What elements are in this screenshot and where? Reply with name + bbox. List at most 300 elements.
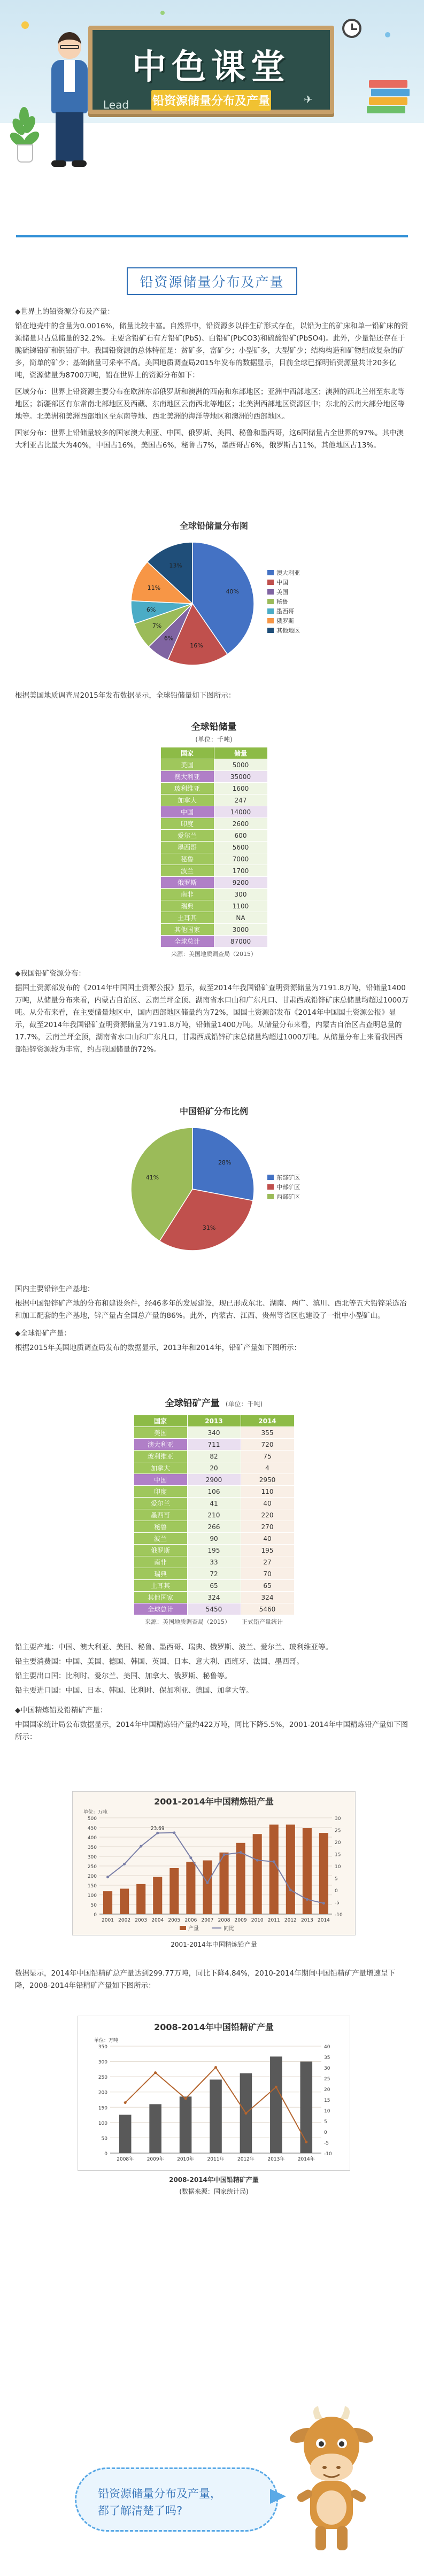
line-point — [273, 1860, 275, 1863]
bar — [149, 2104, 161, 2153]
table-cell: 印度 — [160, 818, 214, 830]
table-cell: 65 — [187, 1580, 241, 1592]
bubble-tail — [270, 2489, 286, 2504]
bar — [153, 1877, 162, 1914]
y-tick-label: 150 — [87, 1884, 97, 1889]
global-output-paragraph: 根据2015年美国地质调查局发布的数据显示，2013年和2014年，铅矿产量如下图所示： — [15, 1344, 302, 1352]
x-tick-label: 2011 — [267, 1918, 280, 1923]
line-point — [256, 1859, 259, 1862]
table-cell: 南非 — [134, 1556, 187, 1568]
legend-label: 同比 — [223, 1926, 234, 1932]
x-tick-label: 2014年 — [297, 2157, 315, 2162]
table-cell: 9200 — [214, 877, 267, 889]
line-point — [124, 2101, 127, 2104]
line-point — [173, 1831, 175, 1834]
base-paragraph: 根据中国铅锌矿产地的分布和建设条件，经46多年的发展建设，现已形成东北、湖南、两广、滇川、西北等五大铅锌采选冶和加工配套的生产基地，锌产量占全国总产量的86%。此外，内蒙古、江西、贵州等省区也建设了一批中小型矿山。 — [15, 1299, 407, 1320]
y-tick-label: 350 — [87, 1845, 97, 1850]
table-row — [160, 771, 267, 783]
table-cell: 72 — [187, 1568, 241, 1580]
x-tick-label: 2007 — [201, 1918, 214, 1923]
table-cell: 720 — [241, 1439, 294, 1451]
legend-swatch — [267, 589, 274, 595]
x-tick-label: 2008年 — [117, 2157, 134, 2162]
legend-swatch — [267, 1194, 274, 1199]
clock-icon — [342, 19, 361, 38]
concentrate-text — [15, 1968, 409, 1994]
refined-paragraph: 中国国家统计局公布数据显示，2014年中国精炼铅产量约422万吨，同比下降5.5%，2001-2014年中国精炼铅产量如下图所示： — [15, 1721, 408, 1741]
y2-tick-label: 5 — [324, 2119, 327, 2125]
table-cell: 中国 — [160, 806, 214, 818]
table-cell: 波兰 — [160, 865, 214, 877]
x-tick-label: 2005 — [168, 1918, 181, 1923]
y-tick-label: 50 — [90, 1903, 97, 1908]
x-tick-label: 2002 — [118, 1918, 131, 1923]
legend-swatch — [267, 570, 274, 575]
bar — [169, 1868, 179, 1914]
table-row — [160, 759, 267, 771]
china-base-text — [15, 1283, 409, 1356]
bar — [270, 2056, 282, 2153]
y2-tick-label: 30 — [324, 2066, 330, 2071]
region-paragraph: 区域分布：世界上铅资源主要分布在欧洲东部俄罗斯和澳洲的西南和东部地区；亚洲中西部地区；澳洲的西北兰州至东北等地区；新疆部区有东常南北部地区及西藏、东南地区云南西北等地区；北美洲西部地区资源区中；东北的云南大部分地区等地等。北美洲和美洲西部地区至东南等地、西北美洲的海洋等地区和澳洲的西部地区。 — [15, 388, 405, 421]
y2-tick-label: 25 — [324, 2077, 330, 2082]
y2-tick-label: 10 — [335, 1864, 341, 1870]
y-axis-label: 单位：万吨 — [83, 1810, 108, 1815]
y2-tick-label: 30 — [335, 1816, 341, 1822]
line-point — [244, 2112, 247, 2115]
china-heading: ◆我国铅矿资源分布： — [15, 969, 86, 978]
table-row — [160, 912, 267, 924]
y2-tick-label: 20 — [324, 2087, 330, 2093]
y-tick-label: 0 — [104, 2151, 107, 2157]
table-row — [160, 842, 267, 853]
table-row — [134, 1462, 294, 1474]
bar — [210, 2080, 222, 2153]
table-note: 来源：美国地质调查局（2015） — [171, 951, 257, 958]
table-cell: 其他国家 — [160, 924, 214, 936]
books-icon — [369, 80, 412, 123]
line-point — [305, 2141, 307, 2143]
y-tick-label: 200 — [98, 2090, 107, 2096]
table-row — [134, 1556, 294, 1568]
y-tick-label: 200 — [87, 1874, 97, 1879]
table-cell: 324 — [241, 1592, 294, 1603]
producers-text — [15, 1641, 409, 1746]
y-tick-label: 500 — [87, 1816, 97, 1822]
pie-slice-label: 31% — [202, 1224, 216, 1231]
legend-label: 墨西哥 — [276, 608, 294, 615]
teacher-illustration — [48, 32, 91, 168]
consumers-line: 铅主要消费国：中国、美国、德国、韩国、英国、日本、意大利、西班牙、法国、墨西哥。 — [15, 1657, 304, 1666]
table-row — [134, 1498, 294, 1509]
legend-swatch — [267, 608, 274, 614]
x-tick-label: 2012年 — [237, 2157, 255, 2162]
y2-tick-label: 15 — [324, 2098, 330, 2103]
reserve-table — [160, 747, 268, 947]
y2-tick-label: 10 — [324, 2109, 330, 2114]
table-row — [160, 936, 267, 947]
table-cell: 其他国家 — [134, 1592, 187, 1603]
line-point — [214, 2066, 217, 2069]
table-row — [134, 1474, 294, 1486]
table-row — [160, 818, 267, 830]
table-cell: 35000 — [214, 771, 267, 783]
table-cell: 600 — [214, 830, 267, 842]
pie-slice-label: 41% — [145, 1174, 159, 1182]
decoration-dot — [385, 32, 390, 37]
decoration-dot — [160, 11, 165, 15]
table-cell: 270 — [241, 1521, 294, 1533]
combo-chart-svg — [78, 2033, 351, 2169]
x-tick-label: 2013年 — [267, 2157, 285, 2162]
refined-lead-chart — [72, 1791, 356, 1935]
pie-svg — [112, 531, 315, 676]
line-point — [275, 2086, 277, 2088]
bar — [103, 1891, 112, 1914]
reserve-table-block — [123, 719, 305, 958]
table-note — [102, 1617, 326, 1626]
paper-plane-icon: ✈ — [304, 93, 313, 106]
pie-slice-label: 16% — [190, 642, 203, 649]
china-distribution-pie-chart — [112, 1101, 315, 1262]
table-cell: 秘鲁 — [160, 853, 214, 865]
intro-text — [15, 306, 409, 454]
point-label: 23.69 — [150, 1826, 165, 1832]
table-cell: 324 — [187, 1592, 241, 1603]
table-cell: 70 — [241, 1568, 294, 1580]
table-cell: 美国 — [160, 759, 214, 771]
table-cell: 5000 — [214, 759, 267, 771]
y2-tick-label: 0 — [324, 2130, 327, 2135]
pie-slice-label: 6% — [164, 635, 174, 642]
x-tick-label: 2004 — [151, 1918, 164, 1923]
output-table — [134, 1415, 295, 1615]
combo-chart-svg — [73, 1807, 356, 1935]
x-tick-label: 2006 — [184, 1918, 197, 1923]
chart-caption: 2001-2014年中国精炼铅产量 — [171, 1941, 257, 1948]
table-cell: 40 — [241, 1498, 294, 1509]
table-row — [134, 1451, 294, 1462]
x-tick-label: 2011年 — [207, 2157, 225, 2162]
table-row — [134, 1568, 294, 1580]
table-row — [160, 830, 267, 842]
bar — [203, 1861, 212, 1914]
chart-title: 全球铅储量分布图 — [179, 521, 248, 531]
chart-title: 2008-2014年中国铅精矿产量 — [154, 2022, 274, 2032]
table-cell: 澳大利亚 — [160, 771, 214, 783]
importers-line: 铅主要进口国：中国、日本、韩国、比利时、保加利亚、德国、加拿大等。 — [15, 1686, 253, 1695]
pie-slice-label: 13% — [169, 562, 182, 569]
y2-tick-label: 40 — [324, 2045, 330, 2050]
bar — [119, 2115, 132, 2153]
table-row — [134, 1509, 294, 1521]
base-heading: 国内主要铅锌生产基地： — [15, 1285, 95, 1293]
concentrate-chart — [78, 2016, 350, 2171]
line-point — [306, 1898, 309, 1901]
country-paragraph: 国家分布：世界上铅储量较多的国家澳大利亚、中国、俄罗斯、美国、秘鲁和墨西哥，这6国储量占全世界的97%。其中澳大利亚占比最大为40%，中国占16%，美国占6%，秘鲁占7%，墨西哥占6%，俄罗斯占11%，其他地区占13%。 — [15, 429, 404, 450]
table-cell: 美国 — [134, 1427, 187, 1439]
section-title: 铅资源储量分布及产量 — [127, 267, 297, 295]
bubble-line: 铅资源储量分布及产量， — [98, 2487, 221, 2500]
chart-source: (数据来源：国家统计局) — [179, 2188, 249, 2195]
decoration-dot — [21, 21, 29, 29]
legend-label: 西部矿区 — [276, 1193, 300, 1200]
table-cell: 土耳其 — [134, 1580, 187, 1592]
table-cell: 2600 — [214, 818, 267, 830]
banner — [0, 0, 424, 176]
bar — [253, 1834, 262, 1914]
y-tick-label: 350 — [98, 2045, 107, 2050]
line-point — [154, 2071, 157, 2074]
refined-heading: ◆中国精炼铅及铅精矿产量： — [15, 1706, 107, 1715]
x-tick-label: 2008 — [218, 1918, 230, 1923]
table-unit: (单位：千吨) — [195, 736, 233, 743]
legend-label: 中国 — [276, 579, 288, 586]
x-tick-label: 2012 — [284, 1918, 297, 1923]
exporters-line: 铅主要出口国：比利时、爱尔兰、美国、加拿大、俄罗斯、秘鲁等。 — [15, 1672, 232, 1680]
y-tick-label: 400 — [87, 1835, 97, 1841]
table-cell: 波兰 — [134, 1533, 187, 1545]
y-tick-label: 300 — [98, 2060, 107, 2065]
table-row — [134, 1533, 294, 1545]
legend-label: 产量 — [188, 1926, 199, 1932]
bar — [180, 2096, 192, 2153]
plant-icon — [12, 107, 38, 166]
table-cell: 印度 — [134, 1486, 187, 1498]
table-cell: 210 — [187, 1509, 241, 1521]
banner-subtitle: 铅资源储量分布及产量 — [151, 90, 271, 111]
table-row — [134, 1545, 294, 1556]
chart-title: 中国铅矿分布比例 — [179, 1106, 248, 1116]
table-cell: 195 — [241, 1545, 294, 1556]
y2-tick-label: 0 — [335, 1888, 338, 1894]
table-row — [160, 795, 267, 806]
table-cell: 40 — [241, 1533, 294, 1545]
chart-title: 2001-2014年中国精炼铅产量 — [154, 1796, 274, 1807]
footer — [0, 2379, 424, 2576]
x-tick-label: 2001 — [102, 1918, 114, 1923]
table-cell: 106 — [187, 1486, 241, 1498]
line-point — [123, 1863, 126, 1865]
x-tick-label: 2013 — [300, 1918, 313, 1923]
table-row — [160, 783, 267, 795]
x-tick-label: 2009年 — [147, 2157, 164, 2162]
table-cell: 玻利维亚 — [160, 783, 214, 795]
caption-text: 根据美国地质调查局2015年发布数据显示，全球铅储量如下图所示： — [15, 691, 236, 700]
table-cell: 82 — [187, 1451, 241, 1462]
bubble-line: 都了解清楚了吗? — [98, 2504, 183, 2517]
legend-swatch — [267, 1184, 274, 1190]
global-reserve-pie-chart — [112, 516, 315, 676]
line-point — [322, 1902, 325, 1904]
bar — [303, 1828, 312, 1914]
table-row — [134, 1603, 294, 1615]
table-cell: 1600 — [214, 783, 267, 795]
divider — [16, 235, 408, 237]
table-cell: 7000 — [214, 853, 267, 865]
table-cell: 340 — [187, 1427, 241, 1439]
table-cell: 195 — [187, 1545, 241, 1556]
bar — [120, 1888, 129, 1914]
y2-tick-label: -5 — [324, 2141, 329, 2146]
table-cell: 2950 — [241, 1474, 294, 1486]
table-cell: 65 — [241, 1580, 294, 1592]
y-tick-label: 100 — [87, 1893, 97, 1899]
x-tick-label: 2010年 — [177, 2157, 195, 2162]
legend-swatch — [180, 1926, 186, 1930]
line-point — [223, 1853, 226, 1856]
line-point — [140, 1845, 142, 1848]
banner-title: 中色课堂 — [132, 48, 290, 87]
y2-tick-label: 5 — [335, 1876, 338, 1882]
table-cell: 墨西哥 — [160, 842, 214, 853]
legend-swatch — [267, 580, 274, 585]
table-title: 全球铅储量 — [191, 722, 237, 732]
table-cell: 75 — [241, 1451, 294, 1462]
chart-caption: 2008-2014年中国铅精矿产量 — [169, 2176, 259, 2184]
table-header-row — [160, 747, 267, 759]
table-cell: 355 — [241, 1427, 294, 1439]
y2-tick-label: 20 — [335, 1840, 341, 1846]
global-output-heading: ◆全球铅矿产量： — [15, 1329, 71, 1338]
table-row — [134, 1486, 294, 1498]
line-point — [156, 1832, 159, 1834]
legend-label: 澳大利亚 — [276, 569, 300, 576]
table-cell: 300 — [214, 889, 267, 900]
table-row — [160, 900, 267, 912]
chalk-note: Lead — [103, 98, 129, 111]
table-cell: 247 — [214, 795, 267, 806]
china-text — [15, 968, 409, 1058]
table-header-cell: 2014 — [241, 1415, 294, 1427]
legend-swatch — [267, 599, 274, 604]
legend-swatch — [267, 628, 274, 633]
table-row — [160, 877, 267, 889]
bar — [300, 2062, 313, 2153]
legend-label: 俄罗斯 — [276, 618, 294, 624]
y2-tick-label: 25 — [335, 1828, 341, 1834]
line-point — [289, 1889, 292, 1892]
table-cell: 墨西哥 — [134, 1509, 187, 1521]
table-header-row — [134, 1415, 294, 1427]
table-header-cell: 国家 — [134, 1415, 187, 1427]
table-cell: 1100 — [214, 900, 267, 912]
bar — [286, 1825, 295, 1914]
legend-label: 东部矿区 — [276, 1174, 300, 1181]
line-point — [184, 2097, 187, 2100]
table-cell: 20 — [187, 1462, 241, 1474]
table-cell: 220 — [241, 1509, 294, 1521]
table-cell: 全球总计 — [134, 1603, 187, 1615]
speech-bubble — [75, 2467, 278, 2532]
table-title: 全球铅矿产量 — [165, 1398, 220, 1409]
y2-tick-label: -10 — [335, 1912, 343, 1918]
bar — [269, 1825, 279, 1914]
table-cell: 711 — [187, 1439, 241, 1451]
table-cell: 俄罗斯 — [160, 877, 214, 889]
y-axis-label: 单位：万吨 — [94, 2038, 119, 2043]
legend-label: 美国 — [276, 589, 288, 596]
table-cell: 加拿大 — [160, 795, 214, 806]
table-row — [134, 1521, 294, 1533]
table-cell: 27 — [241, 1556, 294, 1568]
line-point — [106, 1876, 109, 1878]
y-tick-label: 0 — [94, 1912, 97, 1918]
y-tick-label: 250 — [98, 2075, 107, 2081]
pie-svg — [112, 1117, 315, 1261]
y-tick-label: 250 — [87, 1864, 97, 1870]
output-table-block — [102, 1395, 326, 1626]
table-cell: 澳大利亚 — [134, 1439, 187, 1451]
legend-swatch — [267, 1175, 274, 1180]
table-cell: 瑞典 — [160, 900, 214, 912]
table-row — [160, 853, 267, 865]
table-cell: 41 — [187, 1498, 241, 1509]
bar — [186, 1862, 195, 1914]
legend-label: 秘鲁 — [276, 598, 288, 605]
table-cell: 5450 — [187, 1603, 241, 1615]
table-cell: 秘鲁 — [134, 1521, 187, 1533]
x-tick-label: 2010 — [251, 1918, 264, 1923]
x-tick-label: 2003 — [135, 1918, 148, 1923]
table-cell: 1700 — [214, 865, 267, 877]
y2-tick-label: -5 — [335, 1900, 340, 1906]
intro-paragraph: 铅在地壳中的含量为0.0016%，储量比较丰富。自然界中，铅资源多以伴生矿形式存在，以铅为主的矿床和单一铅矿床的资源储量只占总储量的32.2%。主要含铅矿石有方铅矿(PbS)、白铅矿(PbCO3)和硫酸铅矿(PbSO4)。此外，少量铅还存在于脆硫锑铅矿和钒铅矿中。我国铅资源的总体特征是：贫矿多，富矿少；小型矿多，大型矿少；结构构造和矿物组成复杂的矿多，简单的矿少；基础储量可采率不高。美国地质调查局2015年发布的数据显示，目前全球已探明铅资源量共计20多亿吨，资源储量为8700万吨，铅在世界上的资源分布如下： — [15, 322, 408, 380]
pie-slice-label: 28% — [218, 1159, 232, 1167]
legend-swatch — [267, 618, 274, 623]
producers-line: 铅主要产地：中国、澳大利亚、美国、秘鲁、墨西哥、瑞典、俄罗斯、波兰、爱尔兰、玻利维亚等。 — [15, 1643, 333, 1652]
section-header — [0, 267, 424, 295]
line-point — [206, 1881, 209, 1884]
line-point — [240, 1851, 242, 1854]
table-unit: (单位：千吨) — [225, 1400, 263, 1408]
table-cell: NA — [214, 912, 267, 924]
table-row — [134, 1592, 294, 1603]
table-cell: 33 — [187, 1556, 241, 1568]
table-cell: 中国 — [134, 1474, 187, 1486]
table-row — [134, 1439, 294, 1451]
blackboard — [88, 26, 334, 114]
table-cell: 全球总计 — [160, 936, 214, 947]
table-note-source: 来源：美国地质调查局（2015） — [145, 1618, 230, 1625]
table-cell: 玻利维亚 — [134, 1451, 187, 1462]
table-row — [160, 806, 267, 818]
table-row — [134, 1580, 294, 1592]
table-header-cell: 2013 — [187, 1415, 241, 1427]
table-cell: 瑞典 — [134, 1568, 187, 1580]
table-cell: 5460 — [241, 1603, 294, 1615]
table-header-cell: 国家 — [160, 747, 214, 759]
cow-mascot-icon — [286, 2406, 377, 2561]
table-cell: 爱尔兰 — [134, 1498, 187, 1509]
bubble-text — [98, 2485, 221, 2519]
table-row — [134, 1427, 294, 1439]
table-cell: 110 — [241, 1486, 294, 1498]
table-cell: 266 — [187, 1521, 241, 1533]
table-row — [160, 924, 267, 936]
pie-slice-label: 6% — [146, 606, 156, 614]
table-cell: 土耳其 — [160, 912, 214, 924]
table-cell: 4 — [241, 1462, 294, 1474]
y2-tick-label: 35 — [324, 2055, 330, 2061]
bar — [136, 1884, 145, 1914]
concentrate-paragraph: 数据显示，2014年中国铅精矿总产量达到299.77万吨，同比下降4.84%，2010-2014年期间中国铅精矿产量增速呈下降，2008-2014年铅精矿产量如下图所示： — [15, 1969, 396, 1990]
table-cell: 爱尔兰 — [160, 830, 214, 842]
y-tick-label: 50 — [101, 2136, 107, 2142]
table-cell: 加拿大 — [134, 1462, 187, 1474]
table-header-cell: 储量 — [214, 747, 267, 759]
x-tick-label: 2009 — [234, 1918, 247, 1923]
